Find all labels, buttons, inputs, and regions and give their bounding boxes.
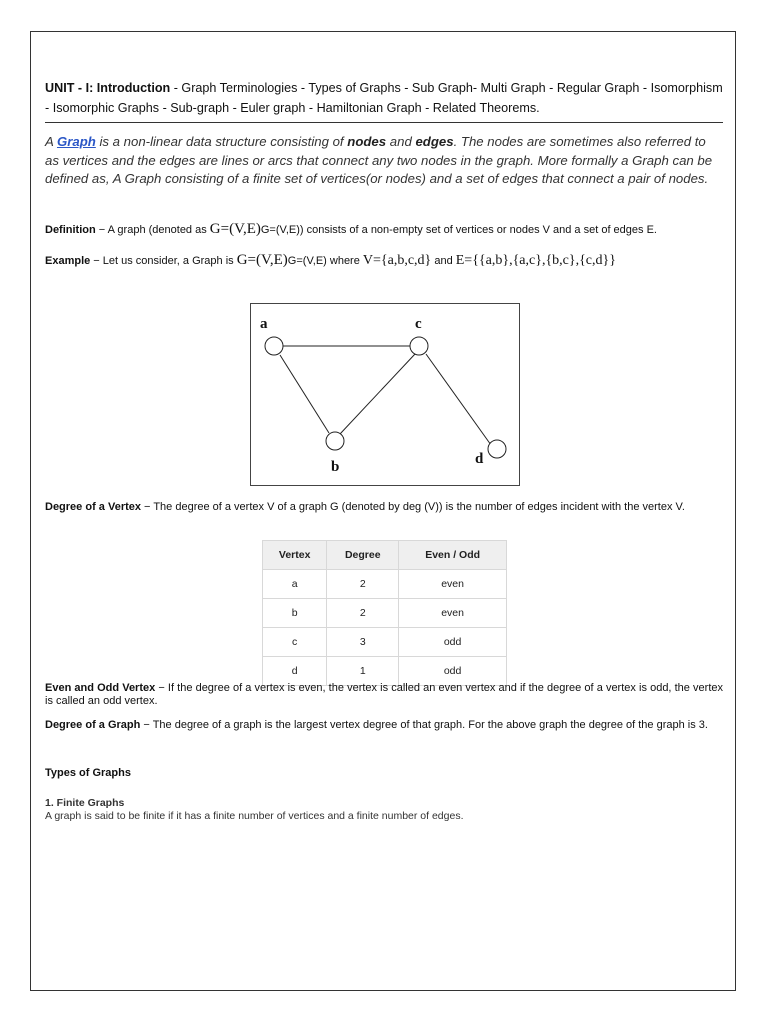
- table-cell: 1: [327, 657, 399, 686]
- types-heading: Types of Graphs: [45, 767, 131, 779]
- table-cell: a: [263, 570, 327, 599]
- table-row: [263, 570, 507, 599]
- even-odd-text: − If the degree of a vertex is even, the vertex is called an even vertex and if the degree of a vertex is odd, the vertex is called an odd vertex.: [45, 682, 723, 707]
- table-cell: 2: [327, 599, 399, 628]
- node-d: [488, 440, 506, 458]
- intro-and: and: [386, 134, 416, 149]
- example-math-3: E={{a,b},{a,c},{b,c},{c,d}}: [455, 253, 616, 268]
- unit-header: [45, 78, 723, 123]
- table-row: [263, 599, 507, 628]
- finite-graphs-text: A graph is said to be finite if it has a finite number of vertices and a finite number of edges.: [45, 810, 464, 822]
- label-c: c: [415, 316, 422, 332]
- even-odd-label: Even and Odd Vertex: [45, 682, 156, 694]
- intro-text-1: is a non-linear data structure consisting of: [95, 134, 348, 149]
- finite-graphs-heading: 1. Finite Graphs: [45, 797, 125, 809]
- example-text-1: − Let us consider, a Graph is: [90, 255, 237, 267]
- table-cell: b: [263, 599, 327, 628]
- unit-title: UNIT - I: Introduction: [45, 81, 171, 95]
- degree-vertex-label: Degree of a Vertex: [45, 501, 141, 513]
- column-header: Degree: [327, 541, 399, 570]
- definition-label: Definition: [45, 224, 96, 236]
- content-column: [45, 78, 723, 189]
- example-math-1: G=(V,E): [236, 252, 288, 268]
- degree-graph-text: − The degree of a graph is the largest vertex degree of that graph. For the above graph the degree of the graph is 3.: [140, 719, 708, 731]
- document-page: [30, 31, 736, 991]
- even-odd-paragraph: [45, 682, 723, 708]
- table-cell: d: [263, 657, 327, 686]
- edge-b-c: [340, 354, 415, 434]
- unit-topics: - Graph Terminologies - Types of Graphs - Sub Graph- Multi Graph - Regular Graph - Isomorphism - Isomorphic Graphs - Sub-graph - Euler graph - Hamiltonian Graph - Related Theorems.: [45, 81, 723, 115]
- definition-text-2: G=(V,E)) consists of a non-empty set of vertices or nodes V and a set of edges E.: [260, 224, 657, 236]
- table-row: [263, 628, 507, 657]
- node-a: [265, 337, 283, 355]
- degree-graph-label: Degree of a Graph: [45, 719, 141, 731]
- intro-text-2: . The nodes are sometimes also referred to as vertices and the edges are lines or arcs that connect any two nodes in the graph. More formally a Graph can be defined as, A Graph consisting of a finite set of vertices(or nodes) and a set of edges that connect a pair of nodes.: [45, 134, 713, 186]
- graph-link[interactable]: Graph: [56, 134, 96, 149]
- degree-table: [262, 540, 507, 686]
- table-cell: even: [399, 570, 507, 599]
- intro-nodes-term: nodes: [347, 134, 387, 149]
- intro-edges-term: edges: [415, 134, 454, 149]
- graph-figure: [250, 303, 520, 486]
- table-cell: 3: [327, 628, 399, 657]
- definition-math: G=(V,E): [209, 221, 261, 237]
- column-header: Vertex: [263, 541, 327, 570]
- table-cell: c: [263, 628, 327, 657]
- example-label: Example: [45, 255, 91, 267]
- example-math-2: V={a,b,c,d}: [362, 253, 432, 268]
- example-paragraph: [45, 254, 723, 268]
- table-cell: 2: [327, 570, 399, 599]
- table-cell: even: [399, 599, 507, 628]
- label-d: d: [475, 451, 484, 467]
- degree-vertex-paragraph: [45, 501, 723, 514]
- example-text-2: G=(V,E) where: [287, 255, 363, 267]
- definition-text-1: − A graph (denoted as: [95, 224, 210, 236]
- node-c: [410, 337, 428, 355]
- label-a: a: [260, 316, 268, 332]
- degree-vertex-text: − The degree of a vertex V of a graph G (denoted by deg (V)) is the number of edges incident with the vertex V.: [141, 501, 685, 513]
- edge-a-b: [280, 355, 329, 433]
- graph-diagram: [251, 304, 521, 487]
- table-header-row: [263, 541, 507, 570]
- edge-c-d: [426, 354, 491, 445]
- degree-graph-paragraph: [45, 719, 723, 732]
- definition-paragraph: [45, 223, 723, 237]
- column-header: Even / Odd: [399, 541, 507, 570]
- example-text-3: and: [431, 255, 456, 267]
- table-cell: odd: [399, 657, 507, 686]
- table-cell: odd: [399, 628, 507, 657]
- label-b: b: [331, 459, 340, 475]
- intro-paragraph: [45, 133, 723, 189]
- node-b: [326, 432, 344, 450]
- intro-prefix: A: [45, 134, 57, 149]
